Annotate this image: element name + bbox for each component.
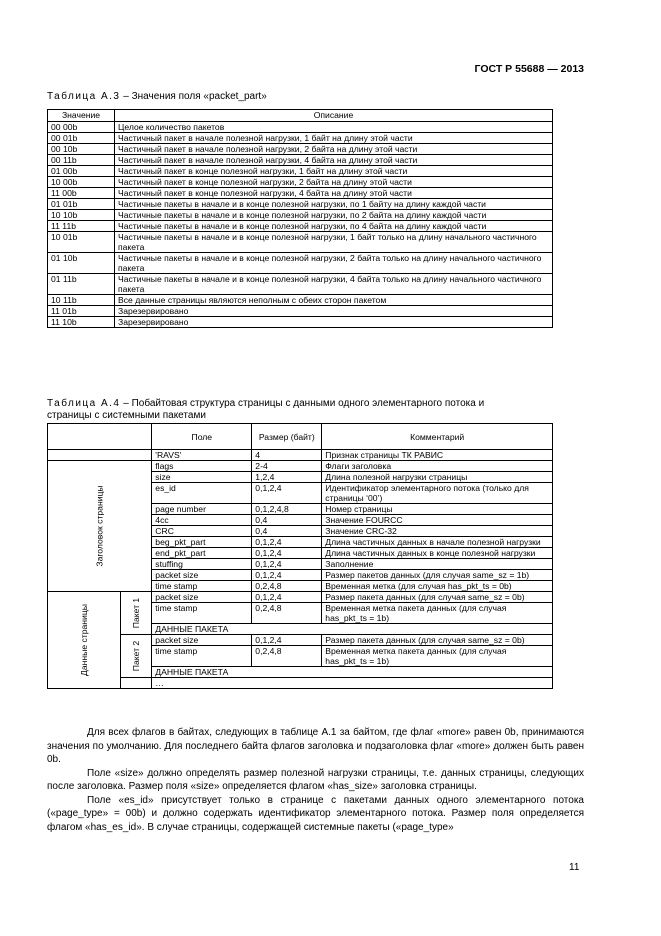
- table-row: [48, 274, 553, 295]
- paragraph-flags-default: Для всех флагов в байтах, следующих в таблице А.1 за байтом, где флаг «more» равен 0b, принимаются значения по умолчанию. Для последнего байта флагов заголовка и подзаголовка флаг «more» должен быть равен 0b.: [47, 727, 584, 765]
- value-cell: 11 10b: [48, 317, 115, 328]
- value-cell: 10 11b: [48, 295, 115, 306]
- field-cell: time stamp: [152, 603, 252, 624]
- comment-cell: Размер пакета данных (для случая same_sz = 0b): [322, 592, 553, 603]
- field-cell: packet size: [152, 592, 252, 603]
- blank-cell: [48, 450, 152, 461]
- comment-cell: Размер пакетов данных (для случая same_sz = 1b): [322, 570, 553, 581]
- value-cell: 00 10b: [48, 144, 115, 155]
- packet-data-cell: ДАННЫЕ ПАКЕТА: [152, 667, 553, 678]
- packet1-label: [120, 592, 151, 635]
- col-field-header: Поле: [152, 424, 252, 450]
- size-cell: 0,1,2,4: [252, 570, 322, 581]
- header-group-label: [48, 461, 152, 592]
- size-cell: 0,1,2,4: [252, 559, 322, 570]
- data-group-label: [48, 592, 121, 689]
- value-cell: 11 00b: [48, 188, 115, 199]
- field-cell: packet size: [152, 635, 252, 646]
- comment-cell: Длина полезной нагрузки страницы: [322, 472, 553, 483]
- table-row: [48, 461, 553, 472]
- blank-cell: [120, 678, 151, 689]
- field-cell: es_id: [152, 483, 252, 504]
- table-a3-body: [48, 122, 553, 328]
- comment-cell: Флаги заголовка: [322, 461, 553, 472]
- description-cell: Частичные пакеты в начале и в конце полезной нагрузки, по 2 байта на длину каждой части: [115, 210, 553, 221]
- page-number: 11: [569, 862, 580, 873]
- field-cell: CRC: [152, 526, 252, 537]
- table-a3-caption-text: – Значения поля «packet_part»: [120, 91, 267, 102]
- comment-cell: Номер страницы: [322, 504, 553, 515]
- col-description-header: Описание: [115, 110, 553, 122]
- value-cell: 01 10b: [48, 253, 115, 274]
- size-cell: 0,1,2,4: [252, 537, 322, 548]
- table-row: [48, 253, 553, 274]
- packet2-label: [120, 635, 151, 678]
- table-a4-corner: [48, 424, 152, 450]
- comment-cell: Длина частичных данных в конце полезной нагрузки: [322, 548, 553, 559]
- description-cell: Частичный пакет в конце полезной нагрузки, 2 байта на длину этой части: [115, 177, 553, 188]
- table-a4: [47, 423, 553, 689]
- table-row: [48, 221, 553, 232]
- packet-data-cell: ДАННЫЕ ПАКЕТА: [152, 624, 553, 635]
- field-cell: packet size: [152, 570, 252, 581]
- size-cell: 0,4: [252, 515, 322, 526]
- table-row: [48, 155, 553, 166]
- value-cell: 11 11b: [48, 221, 115, 232]
- data-group-label-label: Данные страницы: [78, 604, 89, 676]
- table-a3: [47, 109, 553, 328]
- field-cell: page number: [152, 504, 252, 515]
- value-cell: 01 01b: [48, 199, 115, 210]
- size-cell: 0,1,2,4,8: [252, 504, 322, 515]
- size-cell: 1,2,4: [252, 472, 322, 483]
- table-row: [48, 232, 553, 253]
- col-comment-header: Комментарий: [322, 424, 553, 450]
- size-cell: 2-4: [252, 461, 322, 472]
- comment-cell: Заполнение: [322, 559, 553, 570]
- table-row: [48, 450, 553, 461]
- description-cell: Частичные пакеты в начале и в конце полезной нагрузки, по 4 байта на длину каждой части: [115, 221, 553, 232]
- value-cell: 10 00b: [48, 177, 115, 188]
- description-cell: Все данные страницы являются неполным с обеих сторон пакетом: [115, 295, 553, 306]
- description-cell: Частичный пакет в конце полезной нагрузки, 4 байта на длину этой части: [115, 188, 553, 199]
- table-a4-caption-prefix: Таблица А.4: [47, 398, 121, 409]
- table-a4-caption: [47, 398, 484, 422]
- size-cell: 0,2,4,8: [252, 646, 322, 667]
- ellipsis-cell: …: [152, 678, 553, 689]
- table-row: [48, 133, 553, 144]
- comment-cell: Временная метка (для случая has_pkt_ts = 0b): [322, 581, 553, 592]
- size-cell: 0,1,2,4: [252, 592, 322, 603]
- table-row: [48, 295, 553, 306]
- table-a4-body: [48, 450, 553, 689]
- description-cell: Частичный пакет в начале полезной нагрузки, 4 байта на длину этой части: [115, 155, 553, 166]
- comment-cell: Размер пакета данных (для случая same_sz = 0b): [322, 635, 553, 646]
- header-group-label-label: Заголовок страницы: [94, 485, 105, 567]
- value-cell: 10 10b: [48, 210, 115, 221]
- table-row: [48, 678, 553, 689]
- field-cell: end_pkt_part: [152, 548, 252, 559]
- description-cell: Частичный пакет в конце полезной нагрузки, 1 байт на длину этой части: [115, 166, 553, 177]
- comment-cell: Признак страницы ТК РАВИС: [322, 450, 553, 461]
- table-row: [48, 144, 553, 155]
- field-cell: 4cc: [152, 515, 252, 526]
- description-cell: Частичные пакеты в начале и в конце полезной нагрузки, 2 байта только на длину начального частичного пакета: [115, 253, 553, 274]
- field-cell: 'RAVS': [152, 450, 252, 461]
- comment-cell: Идентификатор элементарного потока (только для страницы ‘00’): [322, 483, 553, 504]
- table-row: [48, 635, 553, 646]
- size-cell: 0,2,4,8: [252, 581, 322, 592]
- comment-cell: Значение FOURCC: [322, 515, 553, 526]
- size-cell: 0,1,2,4: [252, 635, 322, 646]
- size-cell: 0,1,2,4: [252, 483, 322, 504]
- table-row: [48, 210, 553, 221]
- paragraph-size-field: Поле «size» должно определять размер полезной нагрузки страницы, т.е. данных страницы, следующих после заголовка. Размер поля «size» определяется флагом «has_size» заголовка страницы.: [47, 767, 584, 792]
- field-cell: size: [152, 472, 252, 483]
- value-cell: 00 01b: [48, 133, 115, 144]
- description-cell: Частичные пакеты в начале и в конце полезной нагрузки, 1 байт только на длину начального частичного пакета: [115, 232, 553, 253]
- table-row: [48, 166, 553, 177]
- comment-cell: Временная метка пакета данных (для случая has_pkt_ts = 1b): [322, 646, 553, 667]
- description-cell: Целое количество пакетов: [115, 122, 553, 133]
- field-cell: beg_pkt_part: [152, 537, 252, 548]
- value-cell: 01 00b: [48, 166, 115, 177]
- description-cell: Частичные пакеты в начале и в конце полезной нагрузки, 4 байта только на длину начального частичного пакета: [115, 274, 553, 295]
- field-cell: time stamp: [152, 581, 252, 592]
- value-cell: 11 01b: [48, 306, 115, 317]
- value-cell: 00 00b: [48, 122, 115, 133]
- table-row: [48, 188, 553, 199]
- comment-cell: Временная метка пакета данных (для случая has_pkt_ts = 1b): [322, 603, 553, 624]
- description-cell: Частичный пакет в начале полезной нагрузки, 2 байта на длину этой части: [115, 144, 553, 155]
- value-cell: 01 11b: [48, 274, 115, 295]
- value-cell: 10 01b: [48, 232, 115, 253]
- description-cell: Зарезервировано: [115, 306, 553, 317]
- table-row: [48, 177, 553, 188]
- table-a3-caption-prefix: Таблица А.3: [47, 91, 121, 102]
- value-cell: 00 11b: [48, 155, 115, 166]
- size-cell: 0,1,2,4: [252, 548, 322, 559]
- size-cell: 4: [252, 450, 322, 461]
- col-size-header: Размер (байт): [252, 424, 322, 450]
- table-row: [48, 317, 553, 328]
- table-a4-caption-line2: страницы с системными пакетами: [47, 410, 206, 421]
- field-cell: time stamp: [152, 646, 252, 667]
- field-cell: flags: [152, 461, 252, 472]
- table-row: [48, 306, 553, 317]
- table-row: [48, 592, 553, 603]
- comment-cell: Значение CRC-32: [322, 526, 553, 537]
- packet1-label-label: Пакет 1: [131, 597, 142, 629]
- size-cell: 0,2,4,8: [252, 603, 322, 624]
- table-a3-caption: [47, 91, 267, 103]
- table-a4-caption-line1: – Побайтовая структура страницы с данными одного элементарного потока и: [120, 398, 485, 409]
- packet2-label-label: Пакет 2: [131, 640, 142, 672]
- description-cell: Частичные пакеты в начале и в конце полезной нагрузки, по 1 байту на длину каждой части: [115, 199, 553, 210]
- body-text: [47, 726, 584, 834]
- table-row: [48, 122, 553, 133]
- description-cell: Зарезервировано: [115, 317, 553, 328]
- table-row: [48, 199, 553, 210]
- col-value-header: Значение: [48, 110, 115, 122]
- comment-cell: Длина частичных данных в начале полезной нагрузки: [322, 537, 553, 548]
- field-cell: stuffing: [152, 559, 252, 570]
- paragraph-es-id-field: Поле «es_id» присутствует только в странице с пакетами данных одного элементарного потока («page_type» = 00b) и должно содержать идентификатор элементарного потока. Размер поля определяется флагом «has_es_id». В случае страницы, содержащей системные пакеты («page_type»: [47, 794, 584, 833]
- standard-header: ГОСТ Р 55688 — 2013: [474, 63, 584, 75]
- size-cell: 0,4: [252, 526, 322, 537]
- description-cell: Частичный пакет в начале полезной нагрузки, 1 байт на длину этой части: [115, 133, 553, 144]
